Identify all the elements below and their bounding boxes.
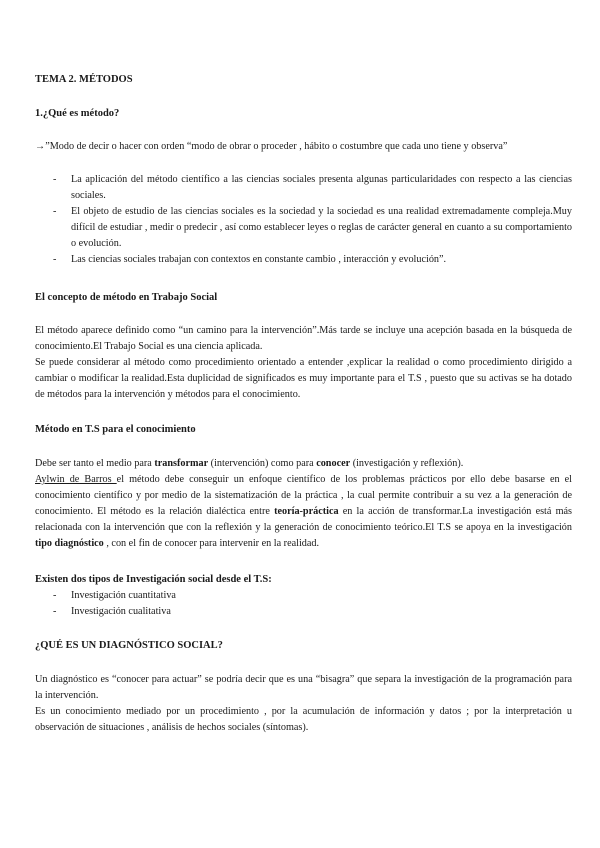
section5-paragraph-1: Un diagnóstico es “conocer para actuar” se podría decir que es una “bisagra” que separa la investigación de la programación para la intervención. [35, 674, 572, 701]
list-item [35, 252, 572, 268]
dash-bullet: - [53, 174, 57, 185]
list-item-text: El objeto de estudio de las ciencias sociales es la sociedad y la sociedad es una realidad extremadamente compleja.Muy difícil de estudiar , medir o predecir , así como establecer leyes o reglas de carácter general en cuanto a su comportamiento o evolución. [71, 206, 572, 249]
bold-term-tipo-diagnostico: tipo diagnóstico [35, 538, 104, 549]
text-run: (intervención) como para [208, 458, 317, 469]
list-item-text: La aplicación del método científico a las ciencias sociales presenta algunas particularidades con respecto a las ciencias sociales. [71, 174, 572, 201]
section5-paragraph-2: Es un conocimiento mediado por un procedimiento , por la acumulación de información y datos ; por la interpretación u observación de situaciones , análisis de hechos sociales (síntomas). [35, 706, 572, 733]
section2-paragraph-2: Se puede considerar al método como procedimiento orientado a entender ,explicar la realidad o como procedimiento dirigido a cambiar o modificar la realidad.Esta duplicidad de significados es muy importante para el T.S , puesto que su activas se ha dotado de métodos para la intervención y métodos para el conocimiento. [35, 357, 572, 400]
dash-bullet: - [53, 590, 57, 601]
section2-heading: El concepto de método en Trabajo Social [35, 292, 218, 303]
list-item [35, 604, 572, 620]
dash-bullet: - [53, 206, 57, 217]
text-run: (investigación y reflexión). [350, 458, 464, 469]
list-item-text: Investigación cuantitativa [71, 590, 176, 601]
text-run: Debe ser tanto el medio para [35, 458, 155, 469]
section2-paragraph-1: El método aparece definido como “un camino para la intervención”.Más tarde se incluye una acepción basada en la búsqueda de conocimiento.El Trabajo Social es una ciencia aplicada. [35, 325, 572, 352]
section4-heading: Existen dos tipos de Investigación social desde el T.S: [35, 574, 272, 585]
text-run: , con el fin de conocer para intervenir en la realidad. [103, 538, 320, 549]
method-definition: →”Modo de decir o hacer con orden “modo de obrar o proceder , hábito o costumbre que cada uno tiene y observa” [35, 141, 508, 152]
dash-bullet: - [53, 606, 57, 617]
bold-term-transformar: transformar [154, 458, 209, 469]
section3-paragraph-1 [35, 456, 572, 472]
section3-paragraph-2 [35, 472, 572, 552]
section5-heading: ¿QUÉ ES UN DIAGNÓSTICO SOCIAL? [35, 640, 223, 651]
bold-term-conocer: conocer [316, 458, 351, 469]
text-run: en la acción de transformar.La investigación está más relacionada con la intervención que con la reflexión y la generación de conocimiento teórico.El T.S se apoya en la investigación [35, 506, 572, 533]
list-item-text: Las ciencias sociales trabajan con contextos en constante cambio , interacción y evolución”. [71, 254, 447, 265]
document-title: TEMA 2. MÉTODOS [35, 74, 133, 85]
bold-term-teoria-practica: teoría-práctica [274, 506, 339, 517]
list-item-text: Investigación cualitativa [71, 606, 171, 617]
text-run: el método debe conseguir un enfoque científico de los problemas prácticos por ello debe basarse en el conocimiento científico y por medio de la sistematización de la práctica , la cual permite contribuir a su vez a la generación de conocimiento. El método es la relación dialéctica entre [35, 474, 572, 517]
dash-bullet: - [53, 254, 57, 265]
section4-bullet-list [35, 588, 572, 620]
list-item [35, 588, 572, 604]
author-name: Aylwin de Barros [35, 474, 117, 485]
section3-heading: Método en T.S para el conocimiento [35, 424, 196, 435]
section1-heading: 1.¿Qué es método? [35, 108, 120, 119]
section1-bullet-list [35, 172, 572, 268]
list-item [35, 204, 572, 252]
list-item [35, 172, 572, 204]
